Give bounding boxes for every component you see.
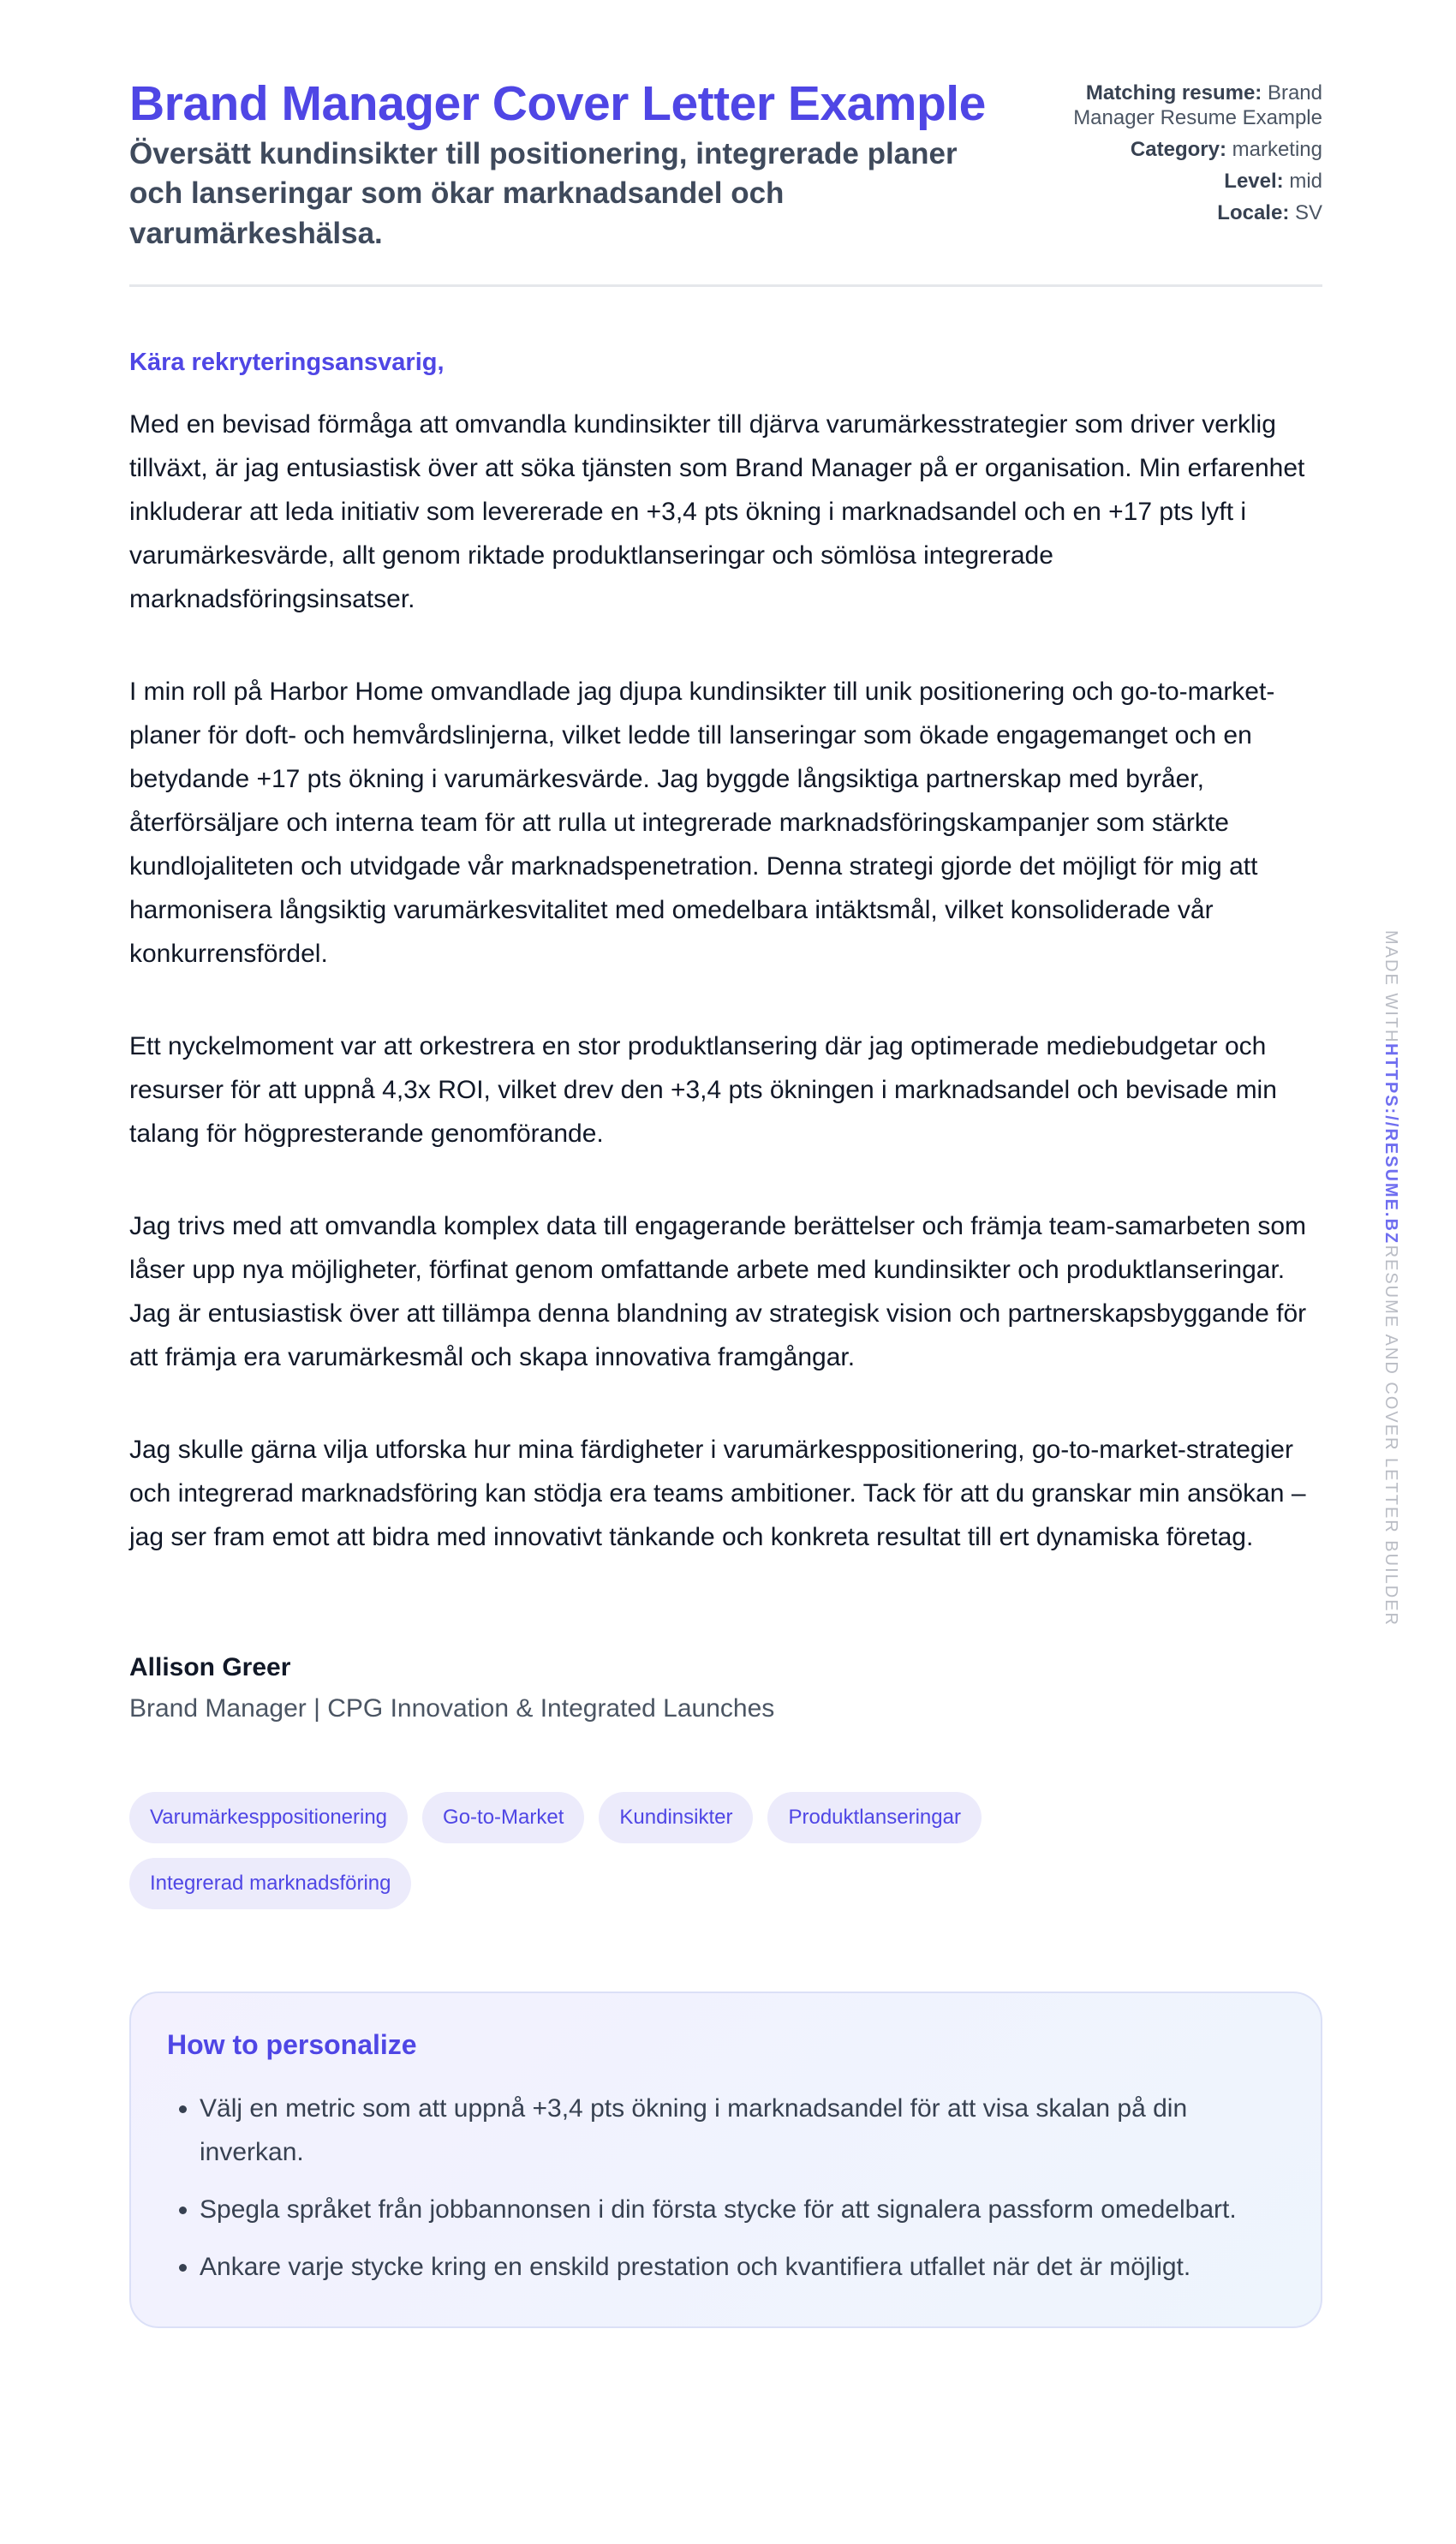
watermark [1381,930,1400,1627]
skill-tag: Varumärkesppositionering [129,1792,408,1843]
cover-letter-page [129,77,1322,2328]
tip-item: • Välj en metric som att uppnå +3,4 pts ökning i marknadsandel för att visa skalan på din inverkan. [200,2087,1285,2174]
meta-level [1065,169,1322,194]
skill-tags [129,1792,1157,1909]
title-block [129,77,1003,254]
personalize-tips-box [129,1992,1322,2328]
meta-value: Brand Manager Resume Example [1073,81,1322,129]
page-subtitle: Översätt kundinsikter till positionering, integrerade planer och lanseringar som ökar marknadsandel och varumärkeshälsa. [129,136,958,250]
page-title: Brand Manager Cover Letter Example [129,76,986,131]
tips-title: How to personalize [167,2029,417,2061]
tip-item: • Spegla språket från jobbannonsen i din första stycke för att signalera passform omedelbart. [200,2188,1285,2231]
letter-paragraph: I min roll på Harbor Home omvandlade jag djupa kundinsikter till unik positionering och go-to-market-planer för doft- och hemvårdslinjerna, vilket ledde till lanseringar som ökade engagemanget och en betydande +17 pts ökning i varumärkesvärde. Jag byggde långsiktiga partnerskap med byråer, återförsäljare och interna team för att rulla ut integrerade marknadsföringskampanjer som stärkte kundlojaliteten och utvidgade vår marknadspenetration. Denna strategi gjorde det möjligt för mig att harmonisera långsiktig varumärkesvitalitet med omedelbara intäktsmål, vilket konsoliderade vår konkurrensfördel. [129,678,1275,969]
meta-label: Level: [1224,170,1284,193]
tips-list [167,2087,1285,2289]
page-header [129,77,1322,287]
meta-locale [1065,200,1322,225]
skill-tag: Go-to-Market [422,1792,584,1843]
letter-greeting: Kära rekryteringsansvarig, [129,349,445,377]
letter-paragraph: Jag trivs med att omvandla komplex data till engagerande berättelser och främja team-samarbeten som låser upp nya möjligheter, förfinat genom omfattande arbete med kundinsikter och produktlanseringar. Jag är entusiastisk över att tillämpa denna blandning av strategisk vision och partnerskapsbyggande för att främja era varumärkesmål och skapa innovativa framgångar. [129,1212,1307,1372]
signature-name: Allison Greer [129,1653,291,1682]
watermark-suffix: RESUME AND COVER LETTER BUILDER [1381,1245,1400,1627]
meta-category [1065,137,1322,162]
letter-paragraph: Jag skulle gärna vilja utforska hur mina färdigheter i varumärkesppositionering, go-to-market-strategier och integrerad marknadsföring kan stödja era teams ambitioner. Tack för att du granskar min ansökan – jag ser fram emot att bidra med innovativt tänkande och konkreta resultat till ert dynamiska företag. [129,1436,1306,1552]
signature-title: Brand Manager | CPG Innovation & Integrated Launches [129,1694,775,1723]
watermark-link[interactable]: HTTPS://RESUME.BZ [1381,1043,1400,1245]
meta-value: marketing [1232,138,1322,161]
skill-tag: Kundinsikter [599,1792,753,1843]
meta-label: Locale: [1217,201,1290,224]
meta-value: mid [1289,170,1322,193]
skill-tag: Produktlanseringar [767,1792,981,1843]
meta-matching-resume [1065,81,1322,130]
letter-paragraph: Med en bevisad förmåga att omvandla kundinsikter till djärva varumärkesstrategier som driver verklig tillväxt, är jag entusiastisk över att söka tjänsten som Brand Manager på er organisation. Min erfarenhet inkluderar att leda initiativ som levererade en +3,4 pts ökning i marknadsandel och en +17 pts lyft i varumärkesvärde, allt genom riktade produktlanseringar och sömlösa integrerade marknadsföringsinsatser. [129,410,1305,614]
skill-tag: Integrerad marknadsföring [129,1858,411,1909]
meta-value: SV [1294,201,1322,224]
tip-item: • Ankare varje stycke kring en enskild prestation och kvantifiera utfallet när det är möjligt. [200,2245,1285,2289]
meta-label: Category: [1130,138,1226,161]
watermark-prefix: MADE WITH [1381,930,1400,1044]
letter-paragraph: Ett nyckelmoment var att orkestrera en stor produktlansering där jag optimerade mediebudgetar och resurser för att uppnå 4,3x ROI, vilket drev den +3,4 pts ökningen i marknadsandel och bevisade min talang för högpresterande genomförande. [129,1032,1277,1149]
meta-label: Matching resume: [1085,81,1262,105]
meta-info [1065,81,1322,232]
